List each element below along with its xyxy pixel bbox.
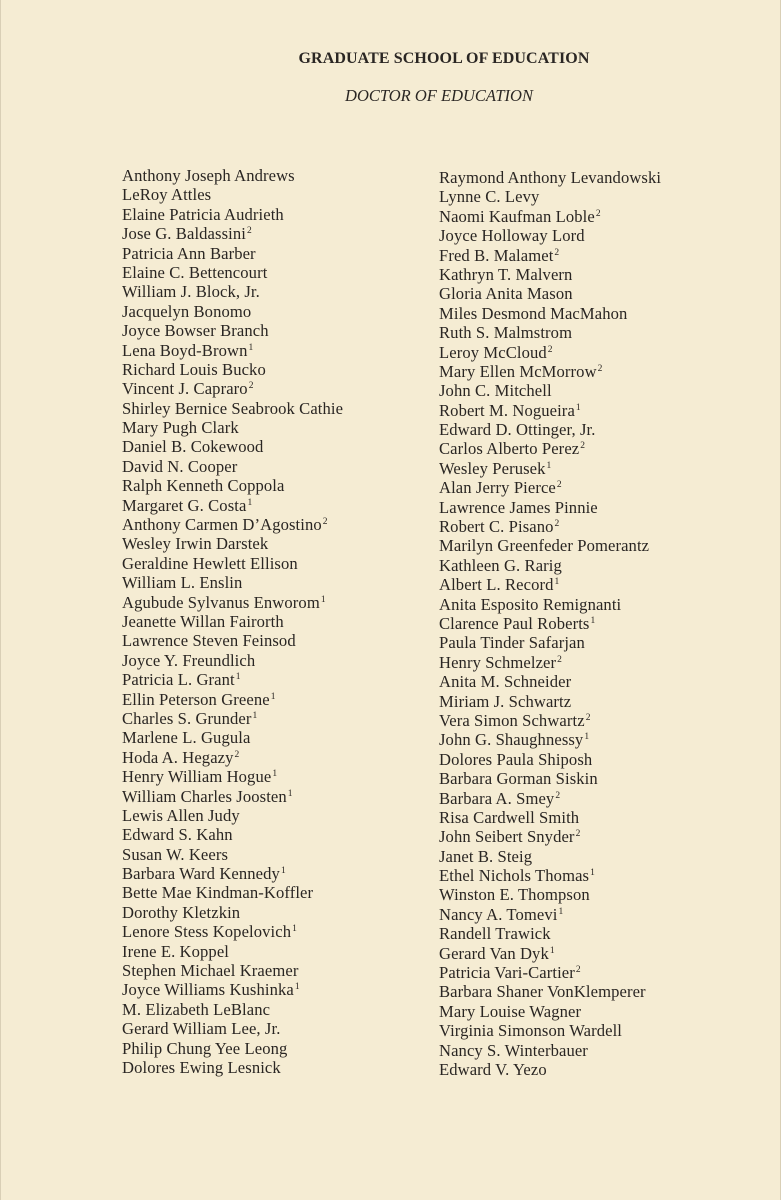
graduate-name: Dorothy Kletzkin (122, 902, 241, 922)
footnote-marker: 1 (252, 710, 258, 721)
footnote-marker: 2 (234, 749, 240, 760)
graduate-name: Margaret G. Costa (122, 495, 247, 515)
graduate-entry (439, 866, 661, 885)
graduate-name: Ethel Nichols Thomas (439, 866, 590, 886)
graduate-entry (439, 827, 661, 846)
graduate-name: Barbara Gorman Siskin (439, 769, 598, 789)
graduate-name: John C. Mitchell (439, 381, 552, 401)
footnote-marker: 2 (595, 208, 601, 219)
graduate-entry (439, 944, 661, 963)
graduate-name: Agubude Sylvanus Enworom (122, 592, 320, 612)
graduate-entry (122, 864, 343, 883)
footnote-marker: 1 (558, 906, 564, 917)
graduate-name: Vincent J. Capraro (122, 379, 248, 399)
graduate-entry (122, 961, 343, 980)
graduate-entry (439, 362, 661, 381)
footnote-marker: 2 (580, 441, 586, 452)
footnote-marker: 1 (292, 924, 297, 935)
graduate-entry (439, 614, 661, 633)
graduate-name: Gloria Anita Mason (439, 284, 573, 304)
graduate-entry (439, 924, 661, 943)
footnote-marker: 1 (235, 672, 241, 683)
graduate-name: Anita Esposito Remignanti (439, 594, 622, 614)
graduate-list-right (439, 168, 661, 1079)
footnote-marker: 2 (585, 712, 591, 723)
graduate-entry (439, 556, 661, 575)
graduate-entry (439, 381, 661, 400)
graduate-entry (439, 226, 661, 245)
graduate-entry (439, 730, 661, 749)
graduate-entry (439, 168, 661, 187)
graduate-entry (122, 205, 343, 224)
graduate-name: Joyce Y. Freundlich (122, 650, 256, 670)
graduate-entry (122, 379, 343, 398)
graduate-entry (122, 942, 343, 961)
graduate-entry (439, 439, 661, 458)
graduate-entry (122, 980, 343, 999)
graduate-entry (122, 1000, 343, 1019)
graduate-name: Lawrence Steven Feinsod (122, 631, 296, 651)
graduate-name: Irene E. Koppel (122, 941, 230, 961)
graduate-entry (122, 263, 343, 282)
school-heading: GRADUATE SCHOOL OF EDUCATION (298, 50, 590, 67)
graduate-entry (439, 653, 661, 672)
graduate-name: Leroy McCloud (439, 342, 547, 362)
graduate-name: Paula Tinder Safarjan (439, 633, 585, 653)
footnote-marker: 1 (584, 732, 590, 743)
graduate-entry (439, 459, 661, 478)
footnote-marker: 2 (547, 344, 553, 355)
graduate-name: Edward D. Ottinger, Jr. (439, 420, 596, 440)
graduate-list-left (122, 166, 343, 1077)
graduate-name: Carlos Alberto Perez (439, 439, 580, 459)
graduate-name: Dolores Paula Shiposh (439, 749, 593, 769)
footnote-marker: 2 (246, 226, 252, 237)
footnote-marker: 2 (557, 654, 563, 665)
graduate-name: Anthony Joseph Andrews (122, 166, 295, 185)
graduate-entry (122, 573, 343, 592)
graduate-entry (439, 420, 661, 439)
graduate-entry (122, 399, 343, 418)
graduate-name: Ellin Peterson Greene (122, 689, 270, 709)
graduate-entry (439, 1002, 661, 1021)
footnote-marker: 1 (575, 402, 581, 413)
graduate-name: Jacquelyn Bonomo (122, 301, 252, 321)
graduate-entry (122, 709, 343, 728)
graduate-entry (122, 341, 343, 360)
footnote-marker: 1 (272, 769, 278, 780)
footnote-marker: 1 (248, 342, 254, 353)
graduate-entry (122, 1019, 343, 1038)
graduate-name: Jose G. Baldassini (122, 224, 246, 244)
graduate-name: Joyce Bowser Branch (122, 321, 269, 341)
graduate-name: Jeanette Willan Fairorth (122, 611, 284, 631)
footnote-marker: 1 (554, 577, 560, 588)
graduate-name: Henry William Hogue (122, 767, 272, 787)
footnote-marker: 1 (270, 691, 276, 702)
graduate-entry (122, 1039, 343, 1058)
footnote-marker: 2 (322, 517, 328, 528)
graduate-entry (122, 224, 343, 243)
graduate-entry (122, 321, 343, 340)
graduate-name: Winston E. Thompson (439, 885, 590, 905)
graduate-entry (122, 767, 343, 786)
graduate-name: Dolores Ewing Lesnick (122, 1057, 281, 1077)
graduate-entry (439, 265, 661, 284)
graduate-name: Albert L. Record (439, 575, 554, 595)
graduate-name: Wesley Irwin Darstek (122, 534, 269, 554)
graduate-entry (439, 808, 661, 827)
graduate-name: Henry Schmelzer (439, 652, 557, 672)
graduate-name: Raymond Anthony Levandowski (439, 168, 662, 187)
graduate-entry (122, 515, 343, 534)
graduate-name: Ralph Kenneth Coppola (122, 476, 285, 496)
graduate-entry (439, 769, 661, 788)
graduate-entry (439, 789, 661, 808)
graduate-entry (122, 418, 343, 437)
footnote-marker: 2 (556, 480, 562, 491)
graduate-entry (439, 711, 661, 730)
graduate-entry (122, 457, 343, 476)
graduate-name: Joyce Holloway Lord (439, 226, 585, 246)
graduate-name: Virginia Simonson Wardell (439, 1021, 622, 1041)
footnote-marker: 1 (294, 982, 300, 993)
graduate-entry (122, 883, 343, 902)
graduate-name: LeRoy Attles (122, 185, 212, 205)
graduate-entry (122, 1058, 343, 1077)
graduate-entry (122, 476, 343, 495)
graduate-name: Kathryn T. Malvern (439, 264, 573, 284)
graduate-name: Ruth S. Malmstrom (439, 323, 573, 343)
graduate-entry (122, 825, 343, 844)
graduate-name: Lenore Stess Kopelovich (122, 922, 292, 942)
graduate-name: Miles Desmond MacMahon (439, 303, 628, 323)
graduate-entry (439, 595, 661, 614)
graduate-name: Risa Cardwell Smith (439, 807, 580, 827)
graduate-name: Barbara Ward Kennedy (122, 864, 280, 884)
graduate-entry (122, 845, 343, 864)
graduate-name: Robert M. Nogueira (439, 400, 575, 420)
graduate-entry (122, 282, 343, 301)
graduate-name: Edward V. Yezo (439, 1059, 547, 1079)
footnote-marker: 2 (554, 247, 560, 258)
graduate-entry (439, 187, 661, 206)
graduate-entry (439, 284, 661, 303)
graduate-entry (439, 536, 661, 555)
graduate-entry (439, 1041, 661, 1060)
graduate-name: Naomi Kaufman Loble (439, 206, 595, 226)
graduate-name: Marilyn Greenfeder Pomerantz (439, 536, 650, 556)
graduate-entry (439, 343, 661, 362)
graduate-entry (439, 246, 661, 265)
graduate-name: Wesley Perusek (439, 458, 546, 478)
graduate-name: Shirley Bernice Seabrook Cathie (122, 398, 344, 418)
graduate-name: Geraldine Hewlett Ellison (122, 553, 298, 573)
graduate-name: Marlene L. Gugula (122, 728, 251, 748)
graduate-name: Gerard William Lee, Jr. (122, 1019, 281, 1039)
graduate-name: Lena Boyd-Brown (122, 340, 248, 360)
graduate-name: M. Elizabeth LeBlanc (122, 999, 271, 1019)
graduate-name: Mary Pugh Clark (122, 418, 239, 438)
graduate-entry (122, 787, 343, 806)
graduate-name: Lewis Allen Judy (122, 805, 240, 825)
graduate-name: Gerard Van Dyk (439, 943, 549, 963)
graduate-entry (122, 496, 343, 515)
graduate-name: Randell Trawick (439, 924, 551, 944)
footnote-marker: 1 (280, 866, 286, 877)
graduate-entry (439, 498, 661, 517)
graduate-entry (122, 651, 343, 670)
footnote-marker: 1 (590, 615, 596, 626)
footnote-marker: 1 (549, 945, 555, 956)
graduate-name: David N. Cooper (122, 456, 238, 476)
graduate-name: Nancy S. Winterbauer (439, 1040, 588, 1060)
graduate-entry (122, 728, 343, 747)
graduate-entry (122, 806, 343, 825)
graduate-name: William L. Enslin (122, 573, 243, 593)
footnote-marker: 2 (554, 519, 560, 530)
graduate-entry (122, 185, 343, 204)
graduate-name: Richard Louis Bucko (122, 359, 266, 379)
graduate-name: Hoda A. Hegazy (122, 747, 234, 767)
graduate-entry (439, 207, 661, 226)
graduate-name: John Seibert Snyder (439, 827, 575, 847)
graduate-entry (122, 903, 343, 922)
graduate-name: Barbara A. Smey (439, 788, 555, 808)
graduate-name: Edward S. Kahn (122, 825, 233, 845)
graduate-name: Bette Mae Kindman-Koffler (122, 883, 314, 903)
graduate-entry (439, 672, 661, 691)
graduate-name: Patricia L. Grant (122, 670, 235, 690)
graduate-entry (439, 633, 661, 652)
graduate-name: Patricia Vari-Cartier (439, 963, 575, 983)
graduate-name: Vera Simon Schwartz (439, 710, 585, 730)
footnote-marker: 1 (320, 594, 326, 605)
footnote-marker: 2 (248, 381, 254, 392)
footnote-marker: 2 (555, 790, 561, 801)
graduate-name: William Charles Joosten (122, 786, 287, 806)
graduate-name: Clarence Paul Roberts (439, 613, 590, 633)
graduate-entry (122, 437, 343, 456)
graduate-entry (439, 963, 661, 982)
footnote-marker: 1 (546, 460, 552, 471)
graduate-name: Lynne C. Levy (439, 187, 540, 207)
graduate-name: Susan W. Keers (122, 844, 229, 864)
graduate-name: Kathleen G. Rarig (439, 555, 562, 575)
graduate-name: Barbara Shaner VonKlemperer (439, 982, 646, 1002)
graduate-name: Miriam J. Schwartz (439, 691, 572, 711)
footnote-marker: 1 (247, 497, 253, 508)
footnote-marker: 2 (575, 965, 581, 976)
graduate-name: Elaine C. Bettencourt (122, 262, 268, 282)
graduate-entry (122, 360, 343, 379)
graduate-entry (122, 244, 343, 263)
graduate-entry (439, 982, 661, 1001)
graduate-entry (439, 323, 661, 342)
degree-subheading: DOCTOR OF EDUCATION (345, 86, 533, 105)
graduate-entry (439, 692, 661, 711)
graduate-name: Nancy A. Tomevi (439, 904, 558, 924)
graduate-name: Anita M. Schneider (439, 672, 572, 692)
graduate-entry (439, 847, 661, 866)
graduate-entry (122, 166, 343, 185)
graduate-name: Daniel B. Cokewood (122, 437, 264, 457)
graduate-entry (122, 670, 343, 689)
graduate-entry (122, 922, 343, 941)
graduate-entry (122, 690, 343, 709)
graduate-name: Mary Ellen McMorrow (439, 361, 597, 381)
graduate-entry (439, 401, 661, 420)
graduate-entry (439, 575, 661, 594)
graduate-entry (122, 748, 343, 767)
footnote-marker: 2 (597, 363, 603, 374)
graduate-entry (122, 593, 343, 612)
graduate-entry (439, 905, 661, 924)
graduate-name: Charles S. Grunder (122, 708, 252, 728)
graduate-entry (439, 1021, 661, 1040)
graduate-entry (439, 750, 661, 769)
graduate-entry (439, 885, 661, 904)
graduate-entry (439, 478, 661, 497)
graduate-entry (122, 554, 343, 573)
graduate-name: Patricia Ann Barber (122, 243, 256, 263)
footnote-marker: 2 (575, 829, 581, 840)
graduate-name: Anthony Carmen D’Agostino (122, 515, 322, 535)
graduate-name: Janet B. Steig (439, 846, 533, 866)
graduate-name: William J. Block, Jr. (122, 282, 260, 302)
graduate-name: Fred B. Malamet (439, 245, 554, 265)
graduate-name: Joyce Williams Kushinka (122, 980, 294, 1000)
graduate-name: Philip Chung Yee Leong (122, 1038, 288, 1058)
graduate-entry (122, 302, 343, 321)
graduate-name: Mary Louise Wagner (439, 1001, 582, 1021)
graduate-entry (439, 517, 661, 536)
graduate-name: Alan Jerry Pierce (439, 478, 556, 498)
graduate-entry (439, 304, 661, 323)
graduate-entry (122, 631, 343, 650)
graduate-name: Robert C. Pisano (439, 517, 554, 537)
graduate-entry (122, 534, 343, 553)
graduate-name: Lawrence James Pinnie (439, 497, 598, 517)
graduate-name: Stephen Michael Kraemer (122, 961, 299, 981)
graduate-entry (439, 1060, 661, 1079)
footnote-marker: 1 (590, 868, 595, 879)
footnote-marker: 1 (287, 788, 293, 799)
graduate-name: Elaine Patricia Audrieth (122, 204, 284, 224)
graduate-name: John G. Shaughnessy (439, 730, 584, 750)
graduate-entry (122, 612, 343, 631)
